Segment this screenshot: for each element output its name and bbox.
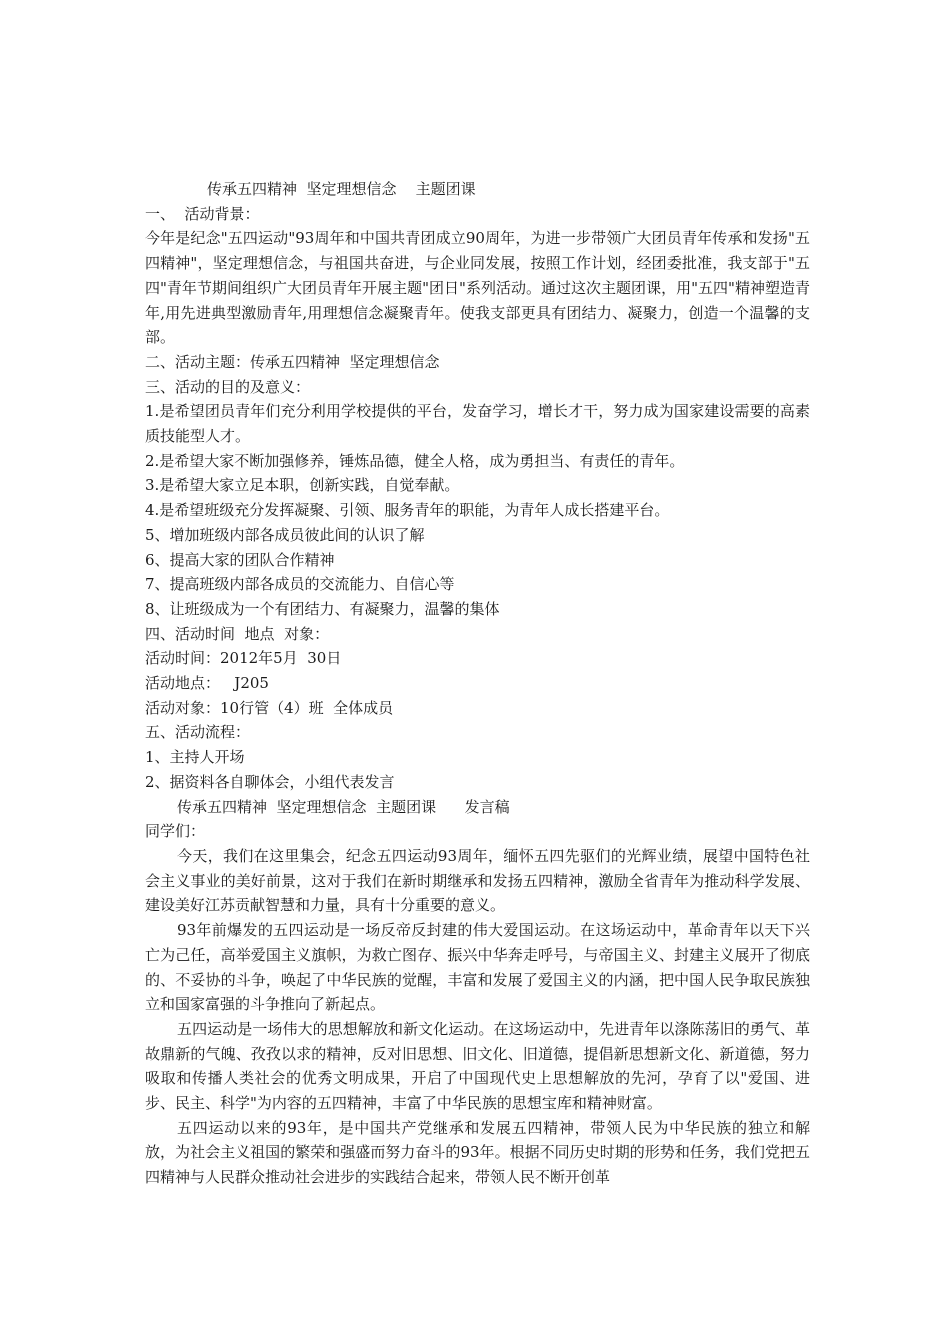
purpose-item: 4.是希望班级充分发挥凝聚、引领、服务青年的职能，为青年人成长搭建平台。 xyxy=(145,501,670,520)
salutation: 同学们： xyxy=(145,822,206,841)
speech-paragraph: 五四运动是一场伟大的思想解放和新文化运动。在这场运动中，先进青年以涤陈荡旧的勇气、革故鼎新的气魄、孜孜以求的精神，反对旧思想、旧文化、旧道德，提倡新思想新文化、新道德，努力吸取和传播人类社会的优秀文明成果，开启了中国现代史上思想解放的先河，孕育了以"爱国、进步、民主、科学"为内容的五四精神，丰富了中华民族的思想宝库和精神财富。 xyxy=(145,1019,810,1113)
process-item: 2、据资料各自聊体会，小组代表发言 xyxy=(145,772,395,791)
purpose-item: 6、提高大家的团队合作精神 xyxy=(145,550,335,569)
speech-paragraph: 93年前爆发的五四运动是一场反帝反封建的伟大爱国运动。在这场运动中，革命青年以天下兴亡为己任，高举爱国主义旗帜，为救亡图存、振兴中华奔走呼号，与帝国主义、封建主义展开了彻底的、不妥协的斗争，唤起了中华民族的觉醒，丰富和发展了爱国主义的内涵，把中国人民争取民族独立和国家富强的斗争推向了新起点。 xyxy=(145,921,810,1014)
activity-target: 活动对象：10行管（4）班 全体成员 xyxy=(145,698,394,717)
speech-paragraph: 五四运动以来的93年，是中国共产党继承和发展五四精神，带领人民为中华民族的独立和解放，为社会主义祖国的繁荣和强盛而努力奋斗的93年。根据不同历史时期的形势和任务，我们党把五四精神与人民群众推动社会进步的实践结合起来，带领人民不断开创革 xyxy=(145,1118,810,1187)
section-heading-purpose: 三、活动的目的及意义： xyxy=(145,377,311,396)
section-heading-time-place: 四、活动时间 地点 对象： xyxy=(145,624,330,643)
purpose-item: 1.是希望团员青年们充分利用学校提供的平台，发奋学习，增长才干，努力成为国家建设需要的高素质技能型人才。 xyxy=(145,402,810,446)
activity-time: 活动时间：2012年5月 30日 xyxy=(145,649,342,668)
document-body xyxy=(145,177,810,1190)
process-item: 1、主持人开场 xyxy=(145,748,245,767)
section-heading-background: 一、 活动背景： xyxy=(145,204,260,223)
purpose-item: 7、提高班级内部各成员的交流能力、自信心等 xyxy=(145,575,455,594)
activity-place: 活动地点： J205 xyxy=(145,674,269,693)
purpose-item: 2.是希望大家不断加强修养，锤炼品德，健全人格，成为勇担当、有责任的青年。 xyxy=(145,451,685,470)
section-heading-theme: 二、活动主题：传承五四精神 坚定理想信念 xyxy=(145,352,440,371)
purpose-item: 3.是希望大家立足本职，创新实践，自觉奉献。 xyxy=(145,476,460,495)
document-title: 传承五四精神 坚定理想信念 主题团课 xyxy=(207,180,476,198)
speech-paragraph: 今天，我们在这里集会，纪念五四运动93周年，缅怀五四先驱们的光辉业绩，展望中国特色社会主义事业的美好前景，这对于我们在新时期继承和发扬五四精神，激励全省青年为推动科学发展、建设美好江苏贡献智慧和力量，具有十分重要的意义。 xyxy=(145,846,810,915)
background-paragraph: 今年是纪念"五四运动"93周年和中国共青团成立90周年，为进一步带领广大团员青年传承和发扬"五四精神"，坚定理想信念，与祖国共奋进，与企业同发展，按照工作计划，经团委批准，我支部于"五四"青年节期间组织广大团员青年开展主题"团日"系列活动。通过这次主题团课，用"五四"精神塑造青年,用先进典型激励青年,用理想信念凝聚青年。使我支部更具有团结力、凝聚力，创造一个温馨的支部。 xyxy=(145,229,810,347)
section-heading-process: 五、活动流程： xyxy=(145,723,251,742)
speech-title: 传承五四精神 坚定理想信念 主题团课 发言稿 xyxy=(177,797,510,816)
purpose-item: 8、让班级成为一个有团结力、有凝聚力，温馨的集体 xyxy=(145,599,500,618)
purpose-item: 5、增加班级内部各成员彼此间的认识了解 xyxy=(145,525,425,544)
